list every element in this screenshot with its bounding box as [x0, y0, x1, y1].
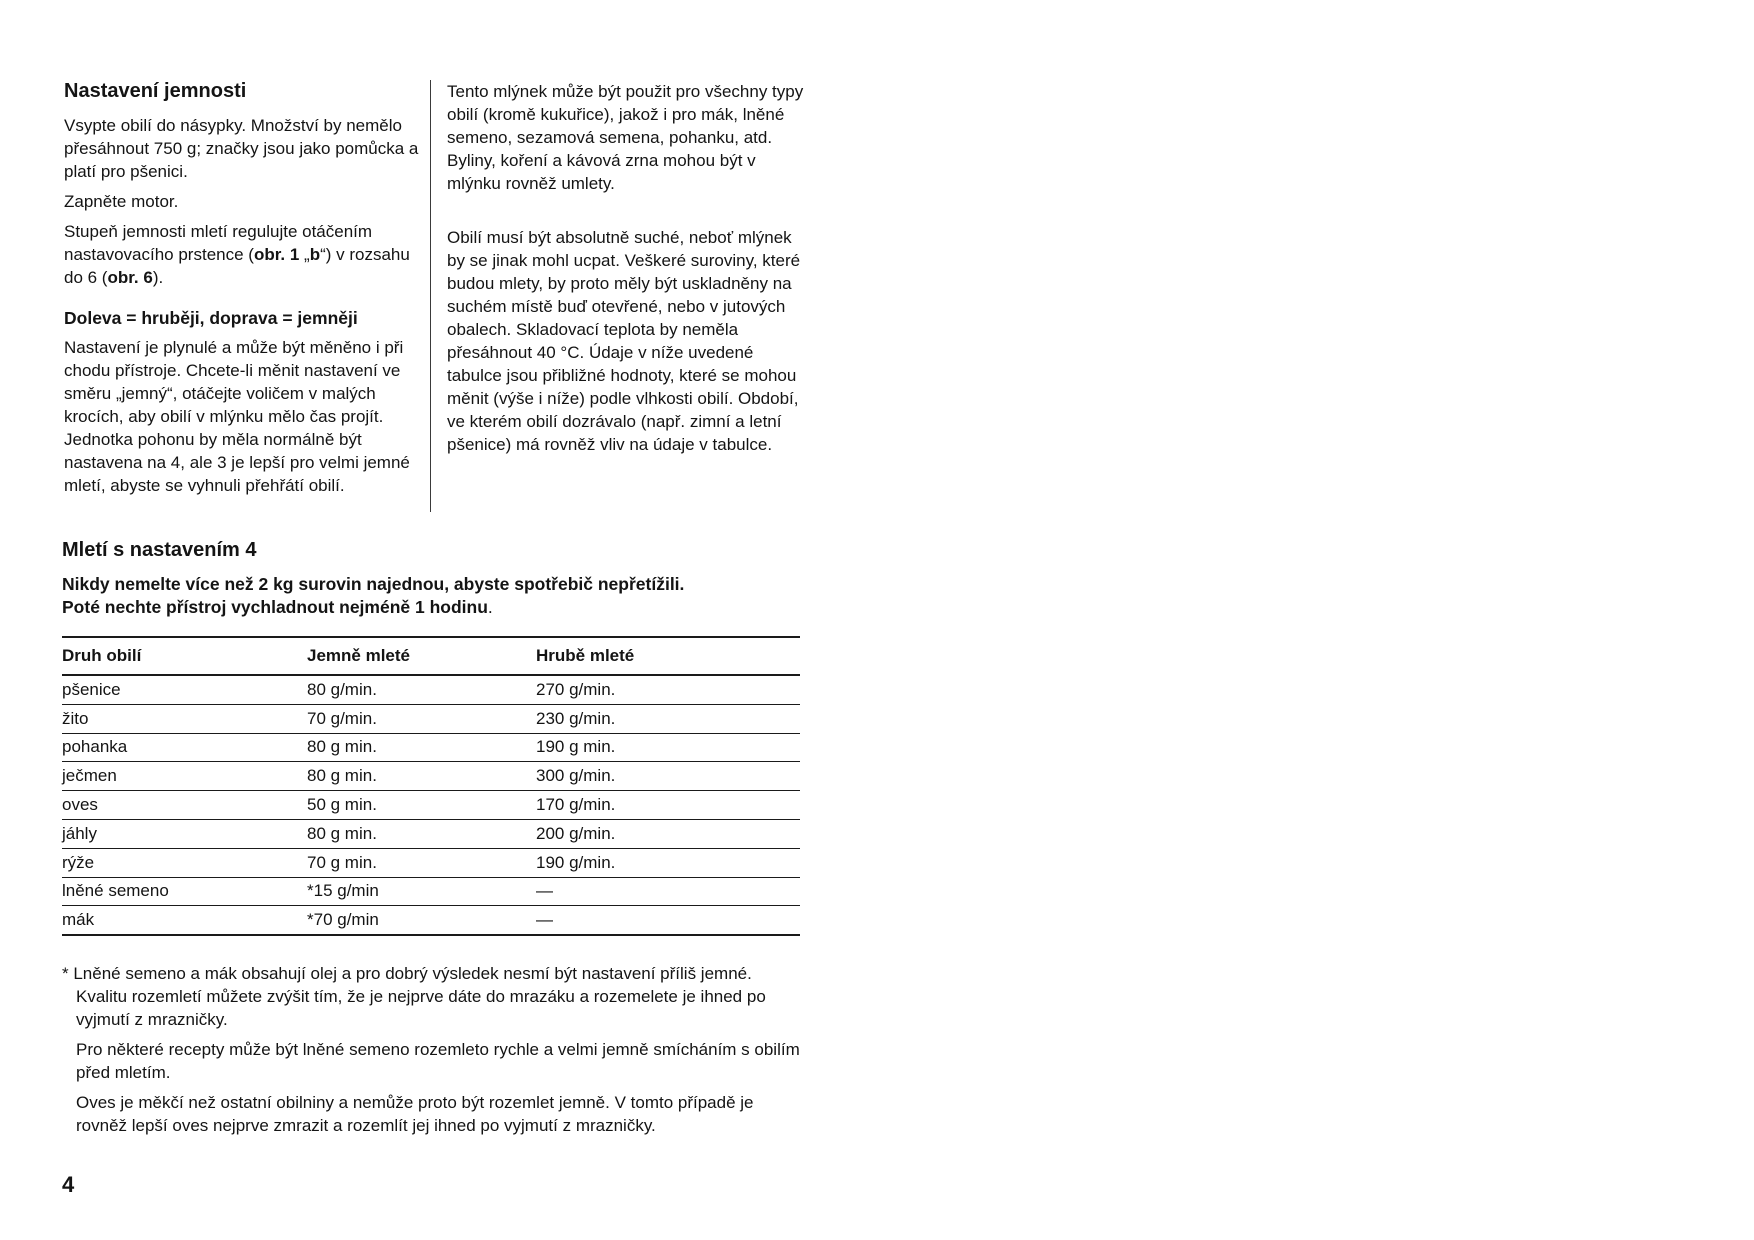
coarse-rate-cell: —: [536, 906, 800, 935]
adjust-ring-quote-open: „: [299, 245, 310, 264]
grain-name-cell: žito: [62, 704, 307, 733]
header-coarse-ground: Hrubě mleté: [536, 637, 800, 675]
grain-name-cell: ječmen: [62, 762, 307, 791]
table-row: [62, 762, 800, 791]
adjust-ring-text: Stupeň jemnosti mletí regulujte otáčením nastavovacího prstence (: [64, 222, 373, 264]
grain-name-cell: rýže: [62, 848, 307, 877]
fine-rate-cell: *15 g/min: [307, 877, 536, 906]
coarse-rate-cell: 190 g/min.: [536, 848, 800, 877]
dry-grain-paragraph: Obilí musí být absolutně suché, neboť mlýnek by se jinak mohl ucpat. Veškeré suroviny, které budou mlety, by proto měly být uskladněny na suchém místě buď otevřené, nebo v jutových obalech. Skladovací teplota by neměla přesáhnout 40 °C. Údaje v níže uvedené tabulce jsou přibližné hodnoty, které se mohou měnit (výše i níže) podle vlhkosti obilí. Období, ve kterém obilí dozrávalo (např. zimní a letní pšenice) má rovněž vliv na údaje v tabulce.: [447, 228, 801, 454]
adjust-ring-end: ).: [152, 268, 164, 287]
cooldown-warning-text: Poté nechte přístroj vychladnout nejméně 1 hodinu: [62, 597, 488, 617]
grain-name-cell: pšenice: [62, 679, 121, 699]
coarse-rate-cell: 270 g/min.: [536, 679, 616, 699]
grinding-section-title: Mletí s nastavením 4: [62, 539, 257, 561]
coarse-rate-cell: —: [536, 877, 800, 906]
grinding-section: [62, 537, 800, 619]
coarse-rate-cell: 230 g/min.: [536, 704, 800, 733]
table-row: [62, 791, 800, 820]
fine-rate-cell: 70 g/min.: [307, 704, 536, 733]
left-column: [64, 78, 424, 504]
coarse-rate-cell: 170 g/min.: [536, 791, 800, 820]
coarse-rate-cell: 200 g/min.: [536, 819, 800, 848]
coarse-rate-cell: 190 g min.: [536, 733, 800, 762]
column-divider: [430, 80, 431, 512]
cooldown-warning-line-2: [62, 596, 800, 619]
table-row: [62, 819, 800, 848]
right-column: [447, 80, 807, 487]
table-header-row: [62, 637, 800, 675]
fine-rate-cell: 80 g/min.: [307, 679, 377, 699]
adjust-ring-paragraph: [64, 220, 424, 289]
fill-hopper-paragraph: Vsypte obilí do násypky. Množství by nemělo přesáhnout 750 g; značky jsou jako pomůcka a platí pro pšenici.: [64, 116, 419, 181]
start-motor-paragraph: Zapněte motor.: [64, 192, 179, 211]
table-row: [62, 733, 800, 762]
footnote-flaxseed-mixing: Pro některé recepty může být lněné semeno rozemleto rychle a velmi jemně smícháním s obilím před mletím.: [76, 1040, 800, 1082]
cooldown-warning-period: .: [487, 597, 493, 617]
fine-rate-cell: 80 g min.: [307, 819, 536, 848]
grain-name-cell: lněné semeno: [62, 877, 307, 906]
grain-name-cell: oves: [62, 791, 307, 820]
page-number: 4: [62, 1172, 75, 1197]
adjust-ring-range-text: “) v rozsahu do 6 (: [64, 245, 410, 287]
table-row: [62, 877, 800, 906]
usable-grains-paragraph: Tento mlýnek může být použit pro všechny typy obilí (kromě kukuřice), jakož i pro mák, lněné semeno, sezamová semena, pohanku, atd. Byliny, koření a kávová zrna mohou být v mlýnku rovněž umlety.: [447, 82, 804, 193]
footnote-oilseed: * Lněné semeno a mák obsahují olej a pro dobrý výsledek nesmí být nastavení příliš jemné. Kvalitu rozemletí můžete zvýšit tím, že je nejprve dáte do mrazáku a rozemelete je ihned po vyjmutí z mrazničky.: [62, 964, 766, 1029]
header-grain-type: Druh obilí: [62, 637, 307, 675]
fig-ref-6: obr. 6: [107, 268, 153, 287]
overload-warning-line-1: Nikdy nemelte více než 2 kg surovin najednou, abyste spotřebič nepřetížili.: [62, 574, 685, 594]
grain-name-cell: pohanka: [62, 733, 307, 762]
grain-name-cell: mák: [62, 906, 307, 935]
table-row: [62, 848, 800, 877]
header-fine-ground: Jemně mleté: [307, 637, 536, 675]
direction-subheading: Doleva = hruběji, doprava = jemněji: [64, 308, 358, 328]
fine-rate-cell: 50 g min.: [307, 791, 536, 820]
grinding-rate-table: [62, 636, 800, 936]
fineness-setting-heading: Nastavení jemnosti: [64, 80, 247, 102]
grain-name-cell: jáhly: [62, 819, 307, 848]
footnote-oats: Oves je měkčí než ostatní obilniny a nemůže proto být rozemlet jemně. V tomto případě je rovněž lepší oves nejprve zmrazit a rozemlít jej ihned po vyjmutí z mrazničky.: [76, 1093, 754, 1135]
part-ref-b: b: [309, 245, 321, 264]
footnotes: [62, 962, 802, 1144]
fine-rate-cell: 80 g min.: [307, 762, 536, 791]
coarse-rate-cell: 300 g/min.: [536, 762, 800, 791]
fine-rate-cell: *70 g/min: [307, 906, 536, 935]
table-row: [62, 704, 800, 733]
fine-rate-cell: 70 g min.: [307, 848, 536, 877]
table-row: [62, 675, 800, 704]
table-row: [62, 906, 800, 935]
grinding-rate-table-wrapper: [62, 636, 800, 936]
continuous-setting-paragraph: Nastavení je plynulé a může být měněno i při chodu přístroje. Chcete-li měnit nastavení ve směru „jemný“, otáčejte voličem v malých krocích, aby obilí v mlýnku mělo čas projít. Jednotka pohonu by měla normálně být nastavena na 4, ale 3 je lepší pro velmi jemné mletí, abyste se vyhnuli přehřátí obilí.: [64, 338, 410, 495]
fine-rate-cell: 80 g min.: [307, 733, 536, 762]
fig-ref-1: obr. 1: [253, 245, 300, 264]
